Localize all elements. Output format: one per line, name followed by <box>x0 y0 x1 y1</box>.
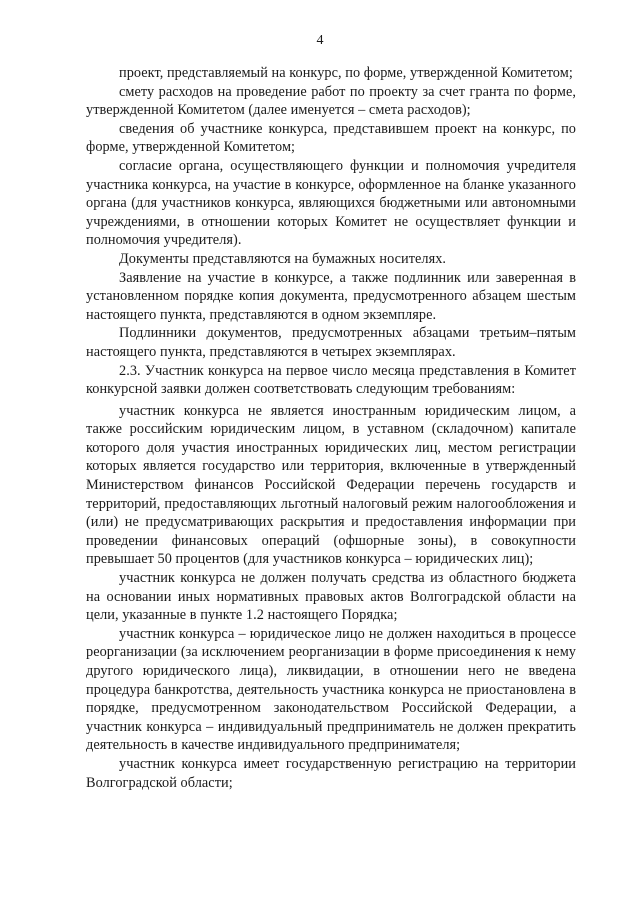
paragraph-four-copies: Подлинники документов, предусмотренных абзацами третьим–пятым настоящего пункта, представляются в четырех экземплярах. <box>86 325 576 360</box>
document-body <box>86 64 576 792</box>
page-number: 4 <box>316 33 324 48</box>
paragraph-founder-consent: согласие органа, осуществляющего функции и полномочия учредителя участника конкурса, на участие в конкурсе, оформленное на бланке указанного органа (для участников конкурса, являющихся бюджетными или автономными учреждениями, в отношении которых Комитет не осуществляет функции и полномочия учредителя). <box>86 157 576 249</box>
paragraph-foreign-entity: участник конкурса не является иностранным юридическим лицом, а также российским юридическим лицом, в уставном (складочном) капитале которого доля участия иностранных юридических лиц, местом регистрации которых является государство или территория, включенные в утвержденный Министерством финансов Российской Федерации перечень государств и территорий, предоставляющих льготный налоговый режим налогообложения и (или) не предусматривающих раскрытия и предоставления информации при проведении финансовых операций (офшорные зоны), в совокупности превышает 50 процентов (для участников конкурса – юридических лиц); <box>86 402 576 568</box>
paragraph-regional-budget: участник конкурса не должен получать средства из областного бюджета на основании иных нормативных правовых актов Волгоградской области на цели, указанные в пункте 1.2 настоящего Порядка; <box>86 570 576 624</box>
paragraph-state-registration: участник конкурса имеет государственную регистрацию на территории Волгоградской области; <box>86 755 576 791</box>
paragraph-section-2-3: 2.3. Участник конкурса на первое число месяца представления в Комитет конкурсной заявки должен соответствовать следующим требованиям: <box>86 362 576 398</box>
paragraph-one-copy: Заявление на участие в конкурсе, а также подлинник или заверенная в установленном порядке копия документа, предусмотренного абзацем шестым настоящего пункта, представляются в одном экземпляре. <box>86 269 576 323</box>
paragraph-cost-estimate: смету расходов на проведение работ по проекту за счет гранта по форме, утвержденной Комитетом (далее именуется – смета расходов); <box>86 83 576 119</box>
paragraph-participant-info: сведения об участнике конкурса, представившем проект на конкурс, по форме, утвержденной Комитетом; <box>86 120 576 156</box>
paragraph-reorganization: участник конкурса – юридическое лицо не должен находиться в процессе реорганизации (за исключением реорганизации в форме присоединения к нему другого юридического лица), ликвидации, в отношении него не введена процедура банкротства, деятельность участника конкурса не приостановлена в порядке, предусмотренном законодательством Российской Федерации, а участник конкурса – индивидуальный предприниматель не должен прекратить деятельность в качестве индивидуального предпринимателя; <box>86 625 576 754</box>
paragraph-paper-documents: Документы представляются на бумажных носителях. <box>119 250 447 267</box>
paragraph-project-form: проект, представляемый на конкурс, по форме, утвержденной Комитетом; <box>119 65 573 81</box>
